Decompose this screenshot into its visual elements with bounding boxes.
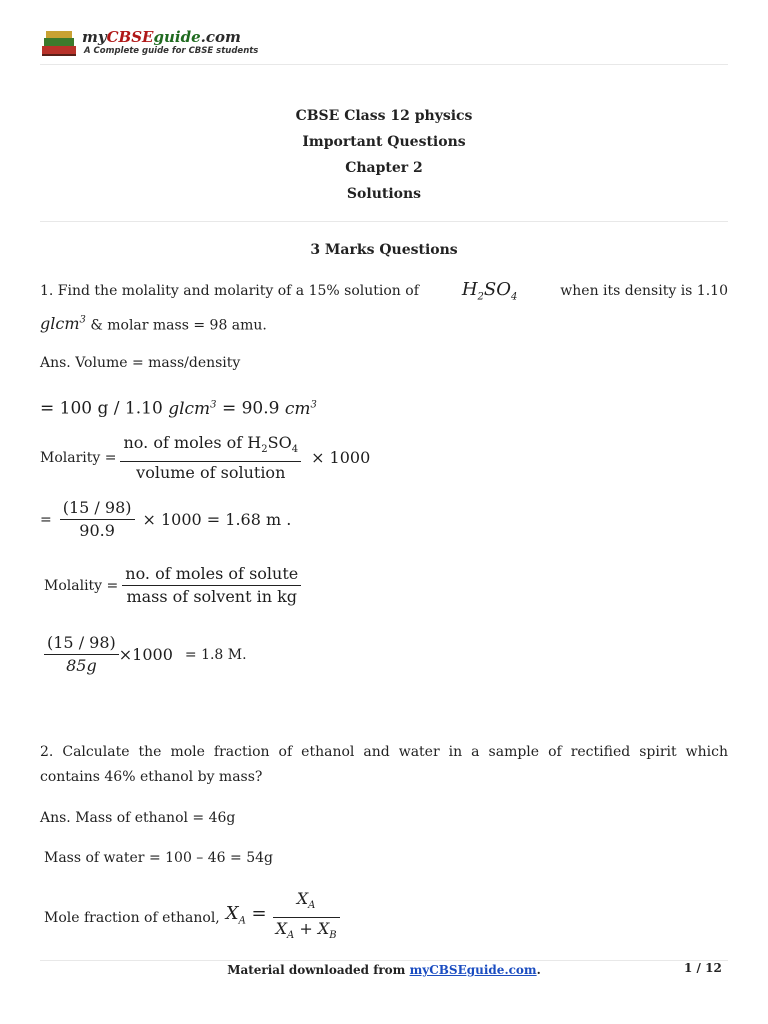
footer-link[interactable]: myCBSEguide.com	[409, 963, 537, 977]
title-line-3: Chapter 2	[345, 160, 423, 176]
molality-fraction	[122, 563, 301, 608]
title-line-4: Solutions	[346, 186, 422, 202]
unit-gcm3-2: glcm$^3$	[168, 398, 217, 419]
molality-label: Molality =	[44, 577, 119, 594]
molarity-numerator: no. of moles of $H_2SO_4$	[120, 432, 301, 462]
q1-question-part-b: when its density is 1.10	[560, 283, 728, 299]
step4-result: = 1.8 M.	[184, 646, 247, 663]
mole-fraction-symbol: $X_A$ =	[225, 902, 267, 927]
title-line-1: CBSE Class 12 physics	[295, 108, 473, 124]
books-logo-icon	[40, 26, 80, 60]
step2-denominator: 90.9	[79, 521, 115, 540]
header-divider	[40, 64, 728, 65]
section-heading: 3 Marks Questions	[310, 242, 458, 258]
logo-guide: guide	[153, 28, 201, 46]
q2-mass-water: Mass of water = 100 – 46 = 54g	[44, 850, 273, 866]
molarity-fraction	[120, 432, 301, 484]
molarity-multiplier: × 1000	[311, 448, 371, 468]
logo-tagline: A Complete guide for CBSE students	[84, 46, 259, 56]
q1-molality-step	[40, 632, 732, 677]
logo-wordmark	[82, 28, 241, 46]
step4-multiplier: ×1000	[118, 644, 173, 664]
mole-fraction-numerator: $X_A$	[273, 888, 340, 918]
q2-mole-fraction	[40, 888, 732, 947]
q1-molarity-formula	[40, 432, 728, 484]
footer-label: Material downloaded from	[227, 963, 410, 977]
step4-numerator: (15 / 98)	[44, 632, 119, 655]
molarity-numerator-text: no. of moles of H	[123, 433, 262, 452]
step2-equals: =	[40, 511, 52, 528]
footer-text	[0, 963, 768, 977]
q2-ans-mass-ethanol: Ans. Mass of ethanol = 46g	[40, 810, 236, 826]
molarity-denominator: volume of solution	[136, 463, 286, 483]
title-line-2: Important Questions	[302, 134, 466, 150]
q1-question-part-c: & molar mass = 98 amu.	[90, 317, 267, 334]
step4-fraction	[44, 632, 119, 677]
title-divider	[40, 221, 728, 222]
unit-gcm3: glcm$^3$	[40, 314, 86, 334]
q1-molality-formula	[40, 563, 732, 608]
footer-period: .	[536, 963, 541, 977]
volume-eq-part-a: = 100 g / 1.10	[40, 398, 163, 419]
page-number: 1 / 12	[684, 961, 722, 975]
molarity-label: Molarity =	[40, 450, 117, 467]
q2-question-line-2: contains 46% ethanol by mass?	[40, 769, 263, 785]
step4-denominator: 85g	[66, 656, 97, 675]
q1-question-part-a: 1. Find the molality and molarity of a 15% solution of	[40, 283, 419, 299]
mole-fraction-denominator: $X_A + X_B$	[275, 919, 337, 942]
logo-suffix: .com	[200, 28, 241, 46]
logo-cbse: CBSE	[106, 28, 154, 46]
step2-result: × 1000 = 1.68 m .	[142, 509, 292, 529]
molality-denominator: mass of solvent in kg	[126, 587, 298, 606]
step2-fraction	[60, 497, 135, 542]
mole-fraction-fraction	[273, 888, 340, 947]
mole-fraction-label: Mole fraction of ethanol,	[44, 909, 220, 926]
q1-molarity-step	[40, 497, 728, 542]
q1-question-line-2	[40, 310, 728, 336]
step2-numerator: (15 / 98)	[60, 497, 135, 520]
logo-prefix: my	[82, 28, 107, 46]
q1-question-line	[40, 279, 728, 309]
q2-question-line-1: 2. Calculate the mole fraction of ethanol and water in a sample of rectified spirit which	[40, 744, 728, 760]
q1-volume-equation	[40, 394, 728, 420]
molality-numerator: no. of moles of solute	[122, 563, 301, 586]
footer-divider	[40, 960, 728, 961]
formula-h2so4: $H_2SO_4$	[461, 279, 518, 303]
formula-h: H	[461, 279, 478, 300]
unit-cm3: $cm^3$	[284, 398, 317, 419]
volume-eq-part-b: = 90.9	[221, 398, 280, 419]
q1-ans-volume: Ans. Volume = mass/density	[40, 355, 241, 371]
